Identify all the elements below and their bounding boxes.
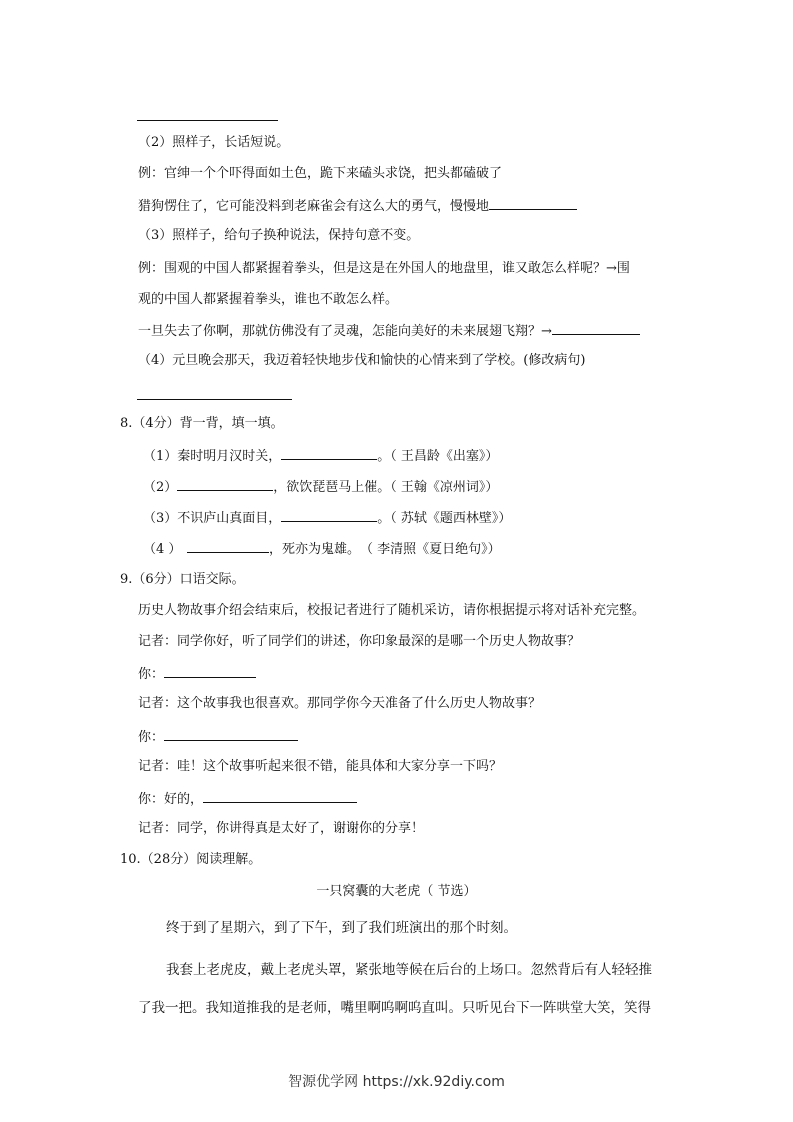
passage-paragraph-2a: 我套上老虎皮，戴上老虎头罩，紧张地等候在后台的上场口。忽然背后有人轻轻推 [166,962,652,978]
q7-sub2-label: （2）照样子，长话短说。 [138,135,290,150]
q9-intro: 历史人物故事介绍会结束后，校报记者进行了随机采访，请你根据提示将对话补充完整。 [138,603,646,618]
q8-line-4-b: ，死亦为鬼雄。 （ 李清照《夏日绝句》） [269,542,501,557]
q7-sub2-example: 例：官绅一个个吓得面如土色，跪下来磕头求饶，把头都磕破了 [138,166,503,181]
answer-blank-q7-3[interactable] [552,322,640,335]
q8-heading: 8.（4分）背一背，填一填。 [120,416,284,431]
q8-line-1-b: 。（ 王昌龄《出塞》） [377,449,499,464]
answer-blank-q9-3[interactable] [203,790,357,803]
answer-blank-q8-4[interactable] [187,540,269,553]
q9-you-1-label: 你： [138,667,165,682]
answer-blank-q9-2[interactable] [164,728,298,741]
passage-title: 一只窝囊的大老虎（ 节选） [316,884,477,899]
q10-heading: 10.（28分）阅读理解。 [120,852,262,867]
footer-watermark: 智源优学网 https://xk.92diy.com [288,1074,505,1090]
q8-line-2-b: ，欲饮琵琶马上催。（ 王翰《凉州词》） [273,480,499,495]
answer-blank-q8-1[interactable] [281,447,377,460]
q8-line-3 [143,509,511,527]
q7-sub3-example-b: 观的中国人都紧握着拳头，谁也不敢怎么样。 [138,292,399,307]
q9-heading: 9.（6分）口语交际。 [120,572,245,587]
q8-line-2 [143,478,498,496]
answer-blank-q9-1[interactable] [164,665,256,678]
q8-line-4-a: （4 ） [143,542,182,557]
q8-line-1 [143,447,498,465]
answer-line-q7-1 [137,120,278,121]
q7-sub3-task [138,322,640,340]
q7-sub3-task-text: 一旦失去了你啊，那就仿佛没有了灵魂，怎能向美好的未来展翅飞翔？→ [138,324,552,339]
q7-sub3-example-a: 例：围观的中国人都紧握着拳头，但是这是在外国人的地盘里，谁又敢怎么样呢？→围 [138,261,630,276]
answer-blank-q7-2[interactable] [489,197,577,210]
answer-line-q7-4[interactable] [137,399,292,400]
passage-paragraph-1: 终于到了星期六，到了下午，到了我们班演出的那个时刻。 [166,920,517,936]
q8-line-3-b: 。（ 苏轼《题西林壁》） [377,511,512,526]
passage-paragraph-2b: 了我一把。我知道推我的是老师，嘴里啊呜啊呜直叫。只听见台下一阵哄堂大笑，笑得 [138,1000,651,1016]
q9-you-2-label: 你： [138,730,165,745]
q7-sub2-task [138,197,577,215]
q9-reporter-4: 记者：同学，你讲得真是太好了，谢谢你的分享！ [138,821,425,836]
q9-you-1 [138,665,256,683]
q7-sub4-label: （4）元旦晚会那天，我迈着轻快地步伐和愉快的心情来到了学校。(修改病句) [138,353,586,368]
q9-you-3-label: 你：好的， [138,792,204,807]
q7-sub3-label: （3）照样子，给句子换种说法，保持句意不变。 [138,228,420,243]
q9-reporter-1: 记者：同学你好，听了同学们的讲述，你印象最深的是哪一个历史人物故事？ [138,634,581,649]
answer-blank-q8-2[interactable] [177,478,273,491]
q8-line-3-a: （3）不识庐山真面目， [143,511,282,526]
answer-blank-q8-3[interactable] [281,509,377,522]
q9-reporter-2: 记者：这个故事我也很喜欢。那同学你今天准备了什么历史人物故事？ [138,696,542,711]
q8-line-4 [143,540,501,558]
q9-you-3 [138,790,357,808]
q8-line-1-a: （1）秦时明月汉时关， [143,449,282,464]
q9-reporter-3: 记者：哇！这个故事听起来很不错，能具体和大家分享一下吗？ [138,759,503,774]
q7-sub2-task-text: 猎狗愣住了，它可能没料到老麻雀会有这么大的勇气，慢慢地 [138,199,490,214]
q8-line-2-a: （2） [143,480,178,495]
q9-you-2 [138,728,298,746]
